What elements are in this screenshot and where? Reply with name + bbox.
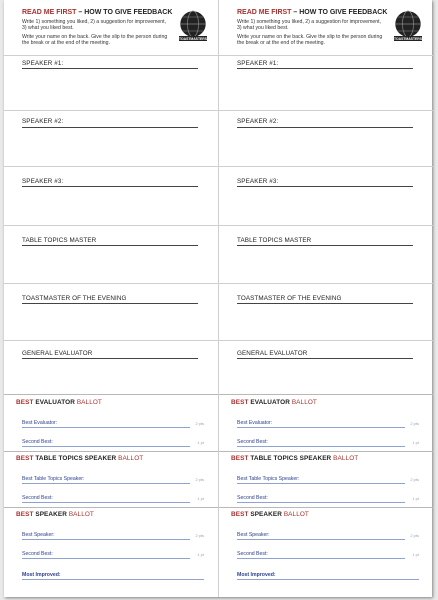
best-evaluator-field[interactable] (22, 420, 204, 429)
header-instruction-2: Write your name on the back. Give the slip to the person during the break or at the end of the meeting. (22, 34, 168, 47)
points-label: 2 pts (410, 421, 419, 426)
points-label: 2 pts (410, 477, 419, 482)
points-label: 1 pt (197, 552, 204, 557)
header-instruction-1: Write 1) something you liked, 2) a suggestion for improvement, 3) what you liked best. (237, 19, 382, 32)
right-feedback-column (218, 0, 433, 597)
logo-text: TOASTMASTERS (393, 37, 423, 41)
role-label-general-evaluator: GENERAL EVALUATOR (22, 350, 93, 357)
points-label: 2 pts (195, 477, 204, 482)
best-table-topics-field[interactable] (237, 476, 419, 485)
role-line-toastmaster[interactable] (22, 303, 198, 304)
field-label: Best Speaker: (237, 532, 270, 538)
points-label: 1 pt (412, 496, 419, 501)
role-line-table-topics-master[interactable] (22, 245, 198, 246)
header-title-red: READ ME FIRST (22, 9, 77, 16)
second-best-table-topics-field[interactable] (237, 495, 419, 504)
role-line-speaker-1[interactable] (237, 68, 413, 69)
points-label: 1 pt (412, 552, 419, 557)
table-topics-ballot-title: BEST TABLE TOPICS SPEAKER BALLOT (16, 455, 144, 462)
evaluator-ballot-title: BEST EVALUATOR BALLOT (16, 399, 102, 406)
field-label: Second Best: (22, 551, 53, 557)
logo-text: TOASTMASTERS (178, 37, 208, 41)
speaker-ballot-title: BEST SPEAKER BALLOT (16, 511, 94, 518)
field-label: Second Best: (237, 439, 268, 445)
second-best-table-topics-field[interactable] (22, 495, 204, 504)
role-line-general-evaluator[interactable] (22, 358, 198, 359)
field-label: Second Best: (22, 495, 53, 501)
toastmasters-logo-icon (176, 9, 210, 43)
header-instruction-2: Write your name on the back. Give the slip to the person during the break or at the end of the meeting. (237, 34, 383, 47)
evaluator-ballot-title: BEST EVALUATOR BALLOT (231, 399, 317, 406)
field-label: Best Table Topics Speaker: (237, 476, 300, 482)
role-line-table-topics-master[interactable] (237, 245, 413, 246)
role-label-toastmaster: TOASTMASTER OF THE EVENING (22, 295, 127, 302)
header-instruction-1: Write 1) something you liked, 2) a suggestion for improvement, 3) what you liked best. (22, 19, 167, 32)
points-label: 2 pts (410, 533, 419, 538)
role-label-speaker-2: SPEAKER #2: (22, 118, 64, 125)
best-speaker-field[interactable] (237, 532, 419, 541)
role-label-table-topics-master: TABLE TOPICS MASTER (237, 237, 312, 244)
most-improved-field[interactable] (22, 572, 204, 581)
role-label-speaker-3: SPEAKER #3: (22, 178, 64, 185)
points-label: 2 pts (195, 421, 204, 426)
feedback-sheet (4, 0, 432, 597)
header-title (237, 9, 387, 16)
field-label: Best Table Topics Speaker: (22, 476, 85, 482)
table-topics-ballot-title: BEST TABLE TOPICS SPEAKER BALLOT (231, 455, 359, 462)
header-title-dash: – (291, 9, 300, 16)
role-label-speaker-1: SPEAKER #1: (237, 60, 279, 67)
points-label: 2 pts (195, 533, 204, 538)
most-improved-label: Most Improved: (237, 572, 276, 578)
field-label: Second Best: (237, 495, 268, 501)
role-line-speaker-2[interactable] (22, 127, 198, 128)
role-line-speaker-1[interactable] (22, 68, 198, 69)
field-label: Second Best: (237, 551, 268, 557)
field-label: Best Speaker: (22, 532, 55, 538)
left-feedback-column (4, 0, 218, 597)
role-label-toastmaster: TOASTMASTER OF THE EVENING (237, 295, 342, 302)
most-improved-label: Most Improved: (22, 572, 61, 578)
second-best-speaker-field[interactable] (22, 551, 204, 560)
field-label: Best Evaluator: (22, 420, 58, 426)
header-title (22, 9, 172, 16)
role-line-general-evaluator[interactable] (237, 358, 413, 359)
role-line-toastmaster[interactable] (237, 303, 413, 304)
points-label: 1 pt (412, 440, 419, 445)
most-improved-field[interactable] (237, 572, 419, 581)
role-line-speaker-2[interactable] (237, 127, 413, 128)
points-label: 1 pt (197, 440, 204, 445)
points-label: 1 pt (197, 496, 204, 501)
role-label-speaker-1: SPEAKER #1: (22, 60, 64, 67)
role-line-speaker-3[interactable] (237, 186, 413, 187)
role-line-speaker-3[interactable] (22, 186, 198, 187)
second-best-speaker-field[interactable] (237, 551, 419, 560)
best-evaluator-field[interactable] (237, 420, 419, 429)
role-label-general-evaluator: GENERAL EVALUATOR (237, 350, 308, 357)
role-label-speaker-2: SPEAKER #2: (237, 118, 279, 125)
field-label: Best Evaluator: (237, 420, 273, 426)
second-best-evaluator-field[interactable] (22, 439, 204, 448)
header-title-black: HOW TO GIVE FEEDBACK (299, 9, 388, 16)
role-label-table-topics-master: TABLE TOPICS MASTER (22, 237, 97, 244)
field-label: Second Best: (22, 439, 53, 445)
toastmasters-logo-icon (391, 9, 425, 43)
best-speaker-field[interactable] (22, 532, 204, 541)
header-title-black: HOW TO GIVE FEEDBACK (84, 9, 173, 16)
second-best-evaluator-field[interactable] (237, 439, 419, 448)
best-table-topics-field[interactable] (22, 476, 204, 485)
header-title-dash: – (76, 9, 85, 16)
speaker-ballot-title: BEST SPEAKER BALLOT (231, 511, 309, 518)
header-title-red: READ ME FIRST (237, 9, 292, 16)
role-label-speaker-3: SPEAKER #3: (237, 178, 279, 185)
